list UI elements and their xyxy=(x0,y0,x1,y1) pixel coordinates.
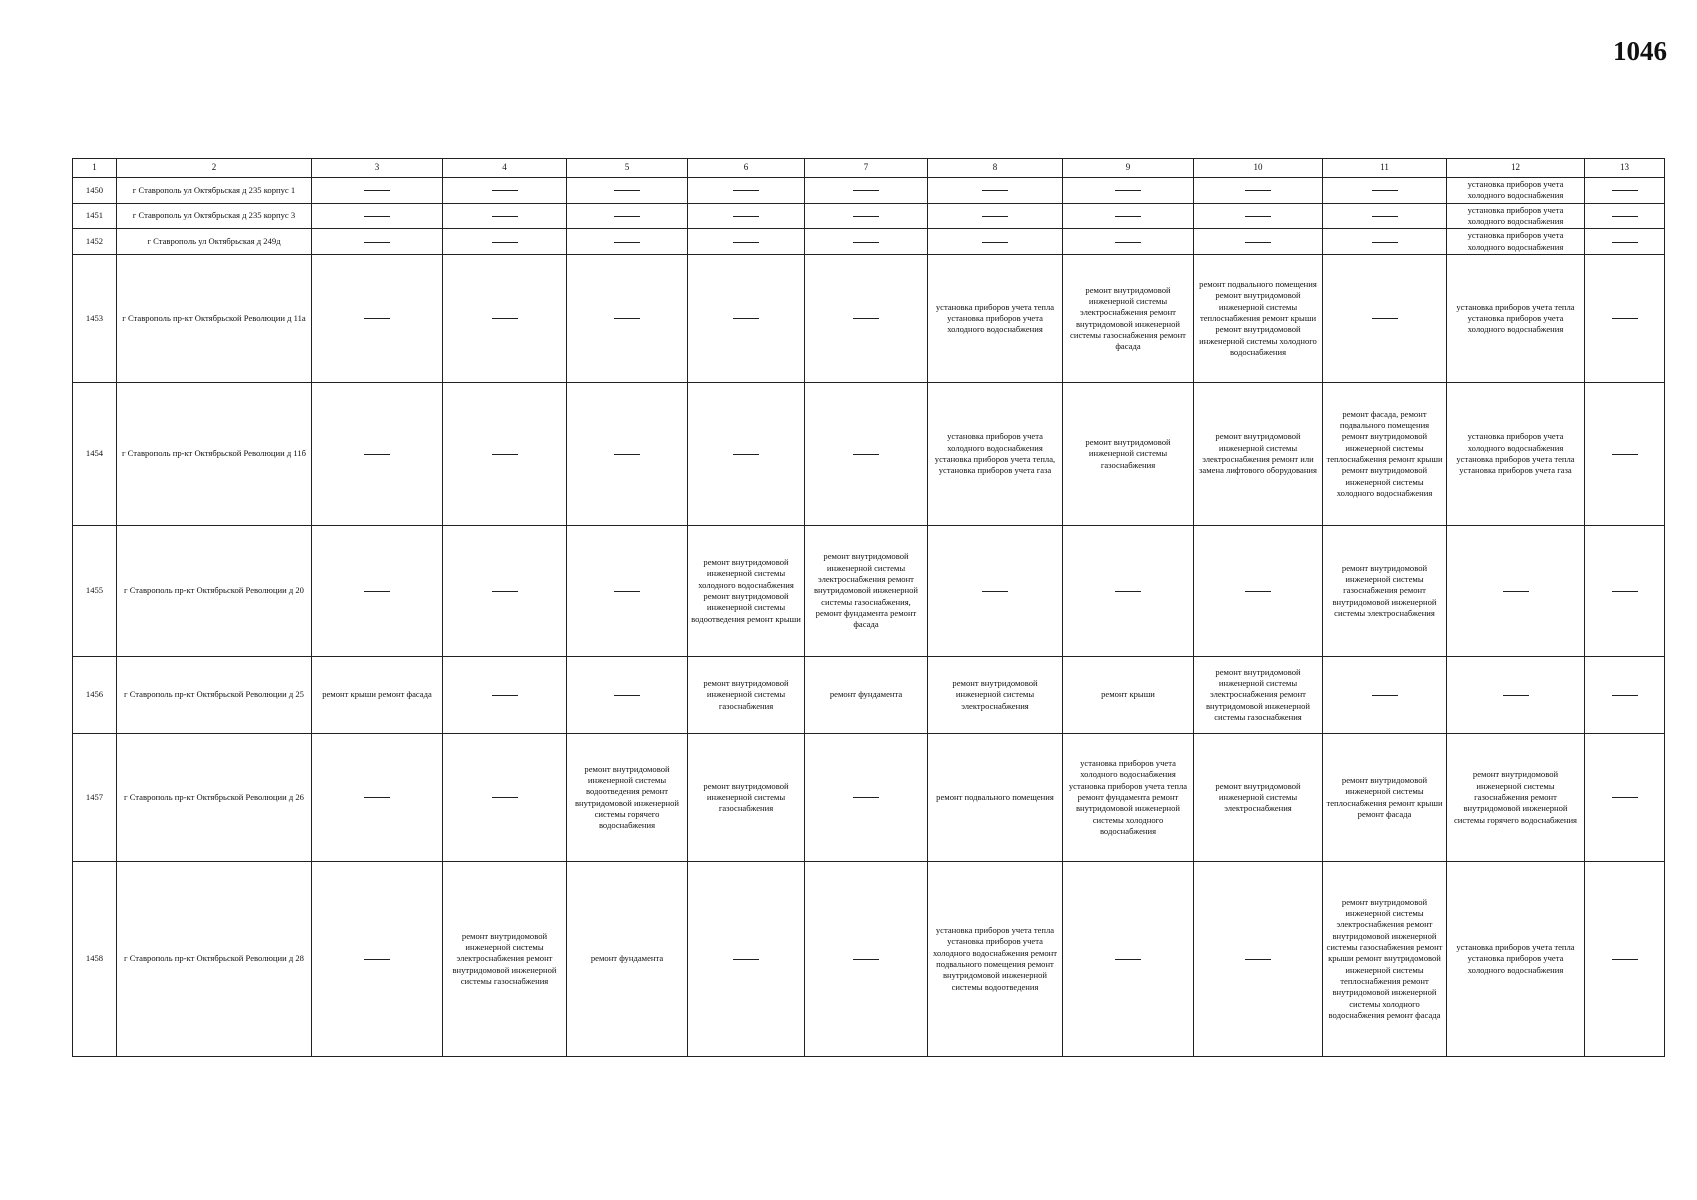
work-cell: установка приборов учета холодного водоснабжения xyxy=(1447,178,1585,204)
dash-mark xyxy=(1372,318,1398,319)
work-cell: ремонт внутридомовой инженерной системы электроснабжения xyxy=(1194,734,1323,862)
row-number-cell: 1456 xyxy=(73,657,117,734)
dash-mark xyxy=(1612,318,1638,319)
empty-cell-dash xyxy=(805,203,928,229)
empty-cell-dash xyxy=(1323,203,1447,229)
empty-cell-dash xyxy=(312,734,443,862)
empty-cell-dash xyxy=(443,383,567,526)
empty-cell-dash xyxy=(805,255,928,383)
dash-mark xyxy=(982,591,1008,592)
empty-cell-dash xyxy=(688,229,805,255)
address-cell: г Ставрополь ул Октябрьская д 235 корпус 1 xyxy=(117,178,312,204)
work-cell: ремонт внутридомовой инженерной системы газоснабжения xyxy=(1063,383,1194,526)
empty-cell-dash xyxy=(1585,657,1665,734)
column-header: 5 xyxy=(567,159,688,178)
work-cell: ремонт внутридомовой инженерной системы электроснабжения ремонт или замена лифтового оборудования xyxy=(1194,383,1323,526)
capital-repair-table xyxy=(72,158,1665,1057)
dash-mark xyxy=(853,190,879,191)
empty-cell-dash xyxy=(805,178,928,204)
work-cell: ремонт крыши xyxy=(1063,657,1194,734)
empty-cell-dash xyxy=(567,203,688,229)
empty-cell-dash xyxy=(567,383,688,526)
empty-cell-dash xyxy=(1194,862,1323,1057)
work-cell: установка приборов учета холодного водоснабжения установка приборов учета тепла установка приборов учета газа xyxy=(1447,383,1585,526)
dash-mark xyxy=(492,318,518,319)
work-cell: установка приборов учета тепла установка приборов учета холодного водоснабжения ремонт подвального помещения ремонт внутридомовой инженерной системы водоотведения xyxy=(928,862,1063,1057)
empty-cell-dash xyxy=(443,255,567,383)
work-cell: ремонт внутридомовой инженерной системы газоснабжения ремонт внутридомовой инженерной системы электроснабжения xyxy=(1323,526,1447,657)
dash-mark xyxy=(1115,190,1141,191)
address-cell: г Ставрополь ул Октябрьская д 249д xyxy=(117,229,312,255)
dash-mark xyxy=(1612,695,1638,696)
dash-mark xyxy=(1245,591,1271,592)
work-cell: ремонт подвального помещения ремонт внутридомовой инженерной системы теплоснабжения ремонт крыши ремонт внутридомовой инженерной системы холодного водоснабжения xyxy=(1194,255,1323,383)
page-number: 1046 xyxy=(1613,36,1667,66)
dash-mark xyxy=(1115,216,1141,217)
empty-cell-dash xyxy=(567,255,688,383)
work-cell: установка приборов учета тепла установка приборов учета холодного водоснабжения xyxy=(1447,862,1585,1057)
dash-mark xyxy=(1115,591,1141,592)
column-header: 4 xyxy=(443,159,567,178)
table-row xyxy=(73,178,1665,204)
column-header: 1 xyxy=(73,159,117,178)
dash-mark xyxy=(364,318,390,319)
work-cell: ремонт внутридомовой инженерной системы электроснабжения ремонт внутридомовой инженерной системы газоснабжения xyxy=(443,862,567,1057)
work-cell: ремонт внутридомовой инженерной системы электроснабжения xyxy=(928,657,1063,734)
empty-cell-dash xyxy=(312,526,443,657)
dash-mark xyxy=(1115,959,1141,960)
column-header: 3 xyxy=(312,159,443,178)
empty-cell-dash xyxy=(1323,229,1447,255)
address-cell: г Ставрополь пр-кт Октябрьской Революции д 25 xyxy=(117,657,312,734)
empty-cell-dash xyxy=(1585,526,1665,657)
empty-cell-dash xyxy=(1194,526,1323,657)
work-cell: ремонт внутридомовой инженерной системы электроснабжения ремонт внутридомовой инженерной системы газоснабжения, ремонт фундамента ремонт фасада xyxy=(805,526,928,657)
dash-mark xyxy=(1372,216,1398,217)
dash-mark xyxy=(364,242,390,243)
row-number-cell: 1455 xyxy=(73,526,117,657)
empty-cell-dash xyxy=(1585,229,1665,255)
work-cell: установка приборов учета холодного водоснабжения установка приборов учета тепла ремонт фундамента ремонт внутридомовой инженерной системы холодного водоснабжения xyxy=(1063,734,1194,862)
dash-mark xyxy=(853,797,879,798)
dash-mark xyxy=(492,695,518,696)
empty-cell-dash xyxy=(567,657,688,734)
dash-mark xyxy=(614,695,640,696)
dash-mark xyxy=(614,216,640,217)
dash-mark xyxy=(1372,242,1398,243)
empty-cell-dash xyxy=(443,178,567,204)
work-cell: ремонт внутридомовой инженерной системы электроснабжения ремонт внутридомовой инженерной системы газоснабжения xyxy=(1194,657,1323,734)
dash-mark xyxy=(364,216,390,217)
address-cell: г Ставрополь пр-кт Октябрьской Революции д 20 xyxy=(117,526,312,657)
empty-cell-dash xyxy=(805,734,928,862)
address-cell: г Ставрополь пр-кт Октябрьской Революции д 11а xyxy=(117,255,312,383)
dash-mark xyxy=(1115,242,1141,243)
column-header: 8 xyxy=(928,159,1063,178)
work-cell: ремонт внутридомовой инженерной системы водоотведения ремонт внутридомовой инженерной системы горячего водоснабжения xyxy=(567,734,688,862)
empty-cell-dash xyxy=(1585,734,1665,862)
empty-cell-dash xyxy=(928,229,1063,255)
empty-cell-dash xyxy=(1585,203,1665,229)
dash-mark xyxy=(1612,242,1638,243)
empty-cell-dash xyxy=(567,229,688,255)
empty-cell-dash xyxy=(1194,178,1323,204)
dash-mark xyxy=(364,797,390,798)
dash-mark xyxy=(364,454,390,455)
empty-cell-dash xyxy=(1063,229,1194,255)
empty-cell-dash xyxy=(928,178,1063,204)
work-cell: ремонт фасада, ремонт подвального помещения ремонт внутридомовой инженерной системы теплоснабжения ремонт крыши ремонт внутридомовой инженерной системы холодного водоснабжения xyxy=(1323,383,1447,526)
empty-cell-dash xyxy=(1585,255,1665,383)
work-cell: ремонт внутридомовой инженерной системы теплоснабжения ремонт крыши ремонт фасада xyxy=(1323,734,1447,862)
dash-mark xyxy=(364,190,390,191)
dash-mark xyxy=(733,216,759,217)
empty-cell-dash xyxy=(1447,657,1585,734)
column-header: 6 xyxy=(688,159,805,178)
row-number-cell: 1457 xyxy=(73,734,117,862)
work-cell: установка приборов учета холодного водоснабжения установка приборов учета тепла, установка приборов учета газа xyxy=(928,383,1063,526)
row-number-cell: 1458 xyxy=(73,862,117,1057)
work-cell: установка приборов учета холодного водоснабжения xyxy=(1447,203,1585,229)
table-row xyxy=(73,526,1665,657)
dash-mark xyxy=(853,242,879,243)
empty-cell-dash xyxy=(312,203,443,229)
work-cell: ремонт фундамента xyxy=(567,862,688,1057)
table-row xyxy=(73,657,1665,734)
work-cell: ремонт подвального помещения xyxy=(928,734,1063,862)
table-row xyxy=(73,734,1665,862)
empty-cell-dash xyxy=(312,383,443,526)
empty-cell-dash xyxy=(805,862,928,1057)
row-number-cell: 1450 xyxy=(73,178,117,204)
column-header: 13 xyxy=(1585,159,1665,178)
dash-mark xyxy=(364,591,390,592)
column-header: 7 xyxy=(805,159,928,178)
address-cell: г Ставрополь пр-кт Октябрьской Революции д 28 xyxy=(117,862,312,1057)
work-cell: ремонт внутридомовой инженерной системы газоснабжения xyxy=(688,734,805,862)
work-cell: ремонт крыши ремонт фасада xyxy=(312,657,443,734)
dash-mark xyxy=(1612,591,1638,592)
dash-mark xyxy=(492,216,518,217)
dash-mark xyxy=(733,190,759,191)
dash-mark xyxy=(733,242,759,243)
dash-mark xyxy=(733,318,759,319)
empty-cell-dash xyxy=(1323,255,1447,383)
empty-cell-dash xyxy=(312,178,443,204)
dash-mark xyxy=(853,454,879,455)
empty-cell-dash xyxy=(688,383,805,526)
dash-mark xyxy=(1503,591,1529,592)
empty-cell-dash xyxy=(1585,383,1665,526)
dash-mark xyxy=(1612,454,1638,455)
dash-mark xyxy=(982,242,1008,243)
empty-cell-dash xyxy=(312,229,443,255)
dash-mark xyxy=(1245,216,1271,217)
table-row xyxy=(73,383,1665,526)
empty-cell-dash xyxy=(443,657,567,734)
table-body xyxy=(73,178,1665,1057)
dash-mark xyxy=(733,959,759,960)
dash-mark xyxy=(1245,959,1271,960)
table-row xyxy=(73,203,1665,229)
dash-mark xyxy=(1503,695,1529,696)
empty-cell-dash xyxy=(312,255,443,383)
empty-cell-dash xyxy=(1063,203,1194,229)
work-cell: ремонт внутридомовой инженерной системы холодного водоснабжения ремонт внутридомовой инженерной системы водоотведения ремонт крыши xyxy=(688,526,805,657)
dash-mark xyxy=(492,591,518,592)
dash-mark xyxy=(1612,959,1638,960)
dash-mark xyxy=(492,454,518,455)
empty-cell-dash xyxy=(805,229,928,255)
dash-mark xyxy=(853,216,879,217)
empty-cell-dash xyxy=(1063,178,1194,204)
dash-mark xyxy=(1372,190,1398,191)
empty-cell-dash xyxy=(1194,229,1323,255)
empty-cell-dash xyxy=(688,178,805,204)
dash-mark xyxy=(1245,242,1271,243)
empty-cell-dash xyxy=(688,255,805,383)
empty-cell-dash xyxy=(443,203,567,229)
dash-mark xyxy=(982,216,1008,217)
dash-mark xyxy=(492,797,518,798)
address-cell: г Ставрополь ул Октябрьская д 235 корпус 3 xyxy=(117,203,312,229)
dash-mark xyxy=(614,454,640,455)
row-number-cell: 1451 xyxy=(73,203,117,229)
address-cell: г Ставрополь пр-кт Октябрьской Революции д 26 xyxy=(117,734,312,862)
empty-cell-dash xyxy=(1323,178,1447,204)
row-number-cell: 1454 xyxy=(73,383,117,526)
column-header: 12 xyxy=(1447,159,1585,178)
empty-cell-dash xyxy=(1447,526,1585,657)
empty-cell-dash xyxy=(1063,862,1194,1057)
empty-cell-dash xyxy=(567,526,688,657)
empty-cell-dash xyxy=(805,383,928,526)
address-cell: г Ставрополь пр-кт Октябрьской Революции д 11б xyxy=(117,383,312,526)
empty-cell-dash xyxy=(1323,657,1447,734)
dash-mark xyxy=(614,190,640,191)
empty-cell-dash xyxy=(928,526,1063,657)
dash-mark xyxy=(853,318,879,319)
empty-cell-dash xyxy=(1585,862,1665,1057)
dash-mark xyxy=(614,318,640,319)
column-number-row xyxy=(73,159,1665,178)
empty-cell-dash xyxy=(688,203,805,229)
empty-cell-dash xyxy=(688,862,805,1057)
dash-mark xyxy=(614,242,640,243)
dash-mark xyxy=(492,190,518,191)
column-header: 10 xyxy=(1194,159,1323,178)
table-row xyxy=(73,862,1665,1057)
work-cell: установка приборов учета тепла установка приборов учета холодного водоснабжения xyxy=(1447,255,1585,383)
dash-mark xyxy=(733,454,759,455)
empty-cell-dash xyxy=(1585,178,1665,204)
empty-cell-dash xyxy=(1063,526,1194,657)
table-row xyxy=(73,255,1665,383)
work-cell: установка приборов учета тепла установка приборов учета холодного водоснабжения xyxy=(928,255,1063,383)
empty-cell-dash xyxy=(567,178,688,204)
column-header: 2 xyxy=(117,159,312,178)
dash-mark xyxy=(492,242,518,243)
dash-mark xyxy=(364,959,390,960)
work-cell: установка приборов учета холодного водоснабжения xyxy=(1447,229,1585,255)
empty-cell-dash xyxy=(312,862,443,1057)
empty-cell-dash xyxy=(443,526,567,657)
work-cell: ремонт внутридомовой инженерной системы газоснабжения xyxy=(688,657,805,734)
empty-cell-dash xyxy=(443,734,567,862)
work-cell: ремонт фундамента xyxy=(805,657,928,734)
dash-mark xyxy=(1372,695,1398,696)
empty-cell-dash xyxy=(1194,203,1323,229)
dash-mark xyxy=(1612,216,1638,217)
work-cell: ремонт внутридомовой инженерной системы электроснабжения ремонт внутридомовой инженерной системы газоснабжения ремонт крыши ремонт внутридомовой инженерной системы теплоснабжения ремонт внутридомовой инженерной системы холодного водоснабжения ремонт фасада xyxy=(1323,862,1447,1057)
dash-mark xyxy=(1612,797,1638,798)
dash-mark xyxy=(1245,190,1271,191)
dash-mark xyxy=(982,190,1008,191)
dash-mark xyxy=(1612,190,1638,191)
column-header: 11 xyxy=(1323,159,1447,178)
empty-cell-dash xyxy=(928,203,1063,229)
dash-mark xyxy=(614,591,640,592)
work-cell: ремонт внутридомовой инженерной системы электроснабжения ремонт внутридомовой инженерной системы газоснабжения ремонт фасада xyxy=(1063,255,1194,383)
table-row xyxy=(73,229,1665,255)
work-cell: ремонт внутридомовой инженерной системы газоснабжения ремонт внутридомовой инженерной системы горячего водоснабжения xyxy=(1447,734,1585,862)
dash-mark xyxy=(853,959,879,960)
column-header: 9 xyxy=(1063,159,1194,178)
row-number-cell: 1453 xyxy=(73,255,117,383)
row-number-cell: 1452 xyxy=(73,229,117,255)
empty-cell-dash xyxy=(443,229,567,255)
